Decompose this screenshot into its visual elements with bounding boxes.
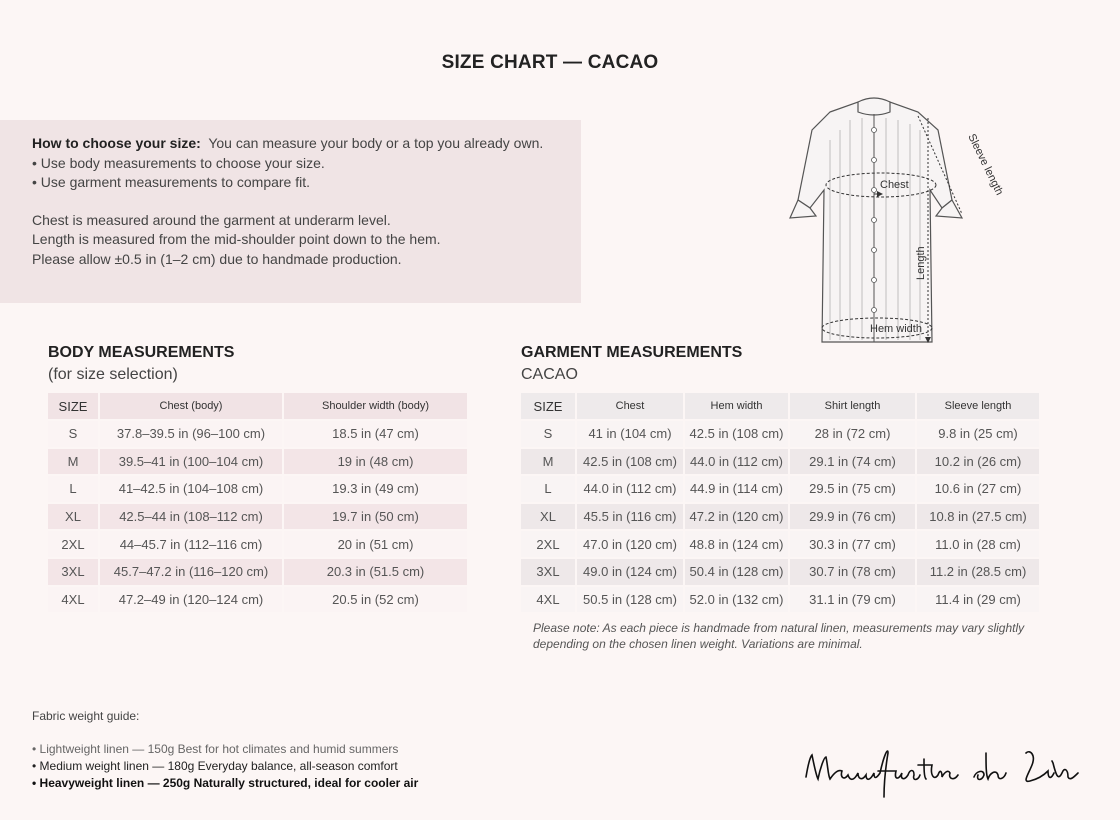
table-row bbox=[48, 587, 467, 613]
hem-label: Hem width bbox=[870, 323, 922, 335]
size-cell: L bbox=[48, 476, 98, 502]
measurement-cell: 45.5 in (116 cm) bbox=[577, 504, 683, 530]
measurement-cell: 10.8 in (27.5 cm) bbox=[917, 504, 1039, 530]
howto-lead-bold: How to choose your size: bbox=[32, 135, 201, 151]
table-row bbox=[521, 449, 1039, 475]
size-cell: 3XL bbox=[521, 559, 575, 585]
measurement-cell: 9.8 in (25 cm) bbox=[917, 421, 1039, 447]
measurement-cell: 44.9 in (114 cm) bbox=[685, 476, 788, 502]
measurement-cell: 50.5 in (128 cm) bbox=[577, 587, 683, 613]
size-cell: 4XL bbox=[521, 587, 575, 613]
column-header: Hem width bbox=[685, 393, 788, 419]
measurement-cell: 19.3 in (49 cm) bbox=[284, 476, 467, 502]
measurement-cell: 44.0 in (112 cm) bbox=[685, 449, 788, 475]
measurement-cell: 45.7–47.2 in (116–120 cm) bbox=[100, 559, 282, 585]
fabric-item-lightweight: • Lightweight linen — 150g Best for hot climates and humid summers bbox=[32, 742, 399, 756]
measurement-cell: 20.3 in (51.5 cm) bbox=[284, 559, 467, 585]
howto-bullet: • Use garment measurements to compare fit. bbox=[32, 174, 311, 190]
column-header: Shoulder width (body) bbox=[284, 393, 467, 419]
table-header-row bbox=[521, 393, 1039, 419]
howto-note: Length is measured from the mid-shoulder point down to the hem. bbox=[32, 231, 441, 247]
measurement-cell: 18.5 in (47 cm) bbox=[284, 421, 467, 447]
measurement-cell: 19 in (48 cm) bbox=[284, 449, 467, 475]
measurement-cell: 52.0 in (132 cm) bbox=[685, 587, 788, 613]
howto-lead bbox=[32, 134, 581, 154]
how-to-choose-panel bbox=[0, 120, 581, 303]
table-row bbox=[521, 476, 1039, 502]
measurement-cell: 48.8 in (124 cm) bbox=[685, 531, 788, 557]
measurement-cell: 47.2–49 in (120–124 cm) bbox=[100, 587, 282, 613]
size-cell: L bbox=[521, 476, 575, 502]
column-header: Chest (body) bbox=[100, 393, 282, 419]
measurement-cell: 10.2 in (26 cm) bbox=[917, 449, 1039, 475]
table-row bbox=[48, 531, 467, 557]
measurement-cell: 42.5 in (108 cm) bbox=[577, 449, 683, 475]
size-cell: S bbox=[521, 421, 575, 447]
size-cell: 4XL bbox=[48, 587, 98, 613]
column-header-size: SIZE bbox=[521, 393, 575, 419]
body-measurements-subtitle: (for size selection) bbox=[48, 366, 178, 383]
table-row bbox=[521, 559, 1039, 585]
size-cell: XL bbox=[48, 504, 98, 530]
measurement-cell: 28 in (72 cm) bbox=[790, 421, 915, 447]
table-row bbox=[48, 421, 467, 447]
column-header: Chest bbox=[577, 393, 683, 419]
howto-bullet: • Use body measurements to choose your size. bbox=[32, 154, 325, 171]
measurement-cell: 50.4 in (128 cm) bbox=[685, 559, 788, 585]
measurement-cell: 39.5–41 in (100–104 cm) bbox=[100, 449, 282, 475]
measurement-cell: 29.9 in (76 cm) bbox=[790, 504, 915, 530]
measurement-cell: 20 in (51 cm) bbox=[284, 531, 467, 557]
measurement-cell: 29.5 in (75 cm) bbox=[790, 476, 915, 502]
measurement-cell: 41 in (104 cm) bbox=[577, 421, 683, 447]
garment-measurements-table bbox=[519, 391, 1041, 614]
column-header: Shirt length bbox=[790, 393, 915, 419]
size-cell: S bbox=[48, 421, 98, 447]
table-row bbox=[48, 504, 467, 530]
fabric-item-medium: • Medium weight linen — 180g Everyday balance, all-season comfort bbox=[32, 759, 398, 773]
measurement-cell: 20.5 in (52 cm) bbox=[284, 587, 467, 613]
measurement-cell: 47.2 in (120 cm) bbox=[685, 504, 788, 530]
measurement-cell: 29.1 in (74 cm) bbox=[790, 449, 915, 475]
table-row bbox=[521, 421, 1039, 447]
howto-note: Please allow ±0.5 in (1–2 cm) due to handmade production. bbox=[32, 250, 402, 267]
body-measurements-table bbox=[46, 391, 469, 614]
measurement-cell: 30.3 in (77 cm) bbox=[790, 531, 915, 557]
howto-lead-text: You can measure your body or a top you already own. bbox=[208, 135, 544, 151]
fabric-guide-heading: Fabric weight guide: bbox=[32, 709, 140, 723]
measurement-cell: 11.2 in (28.5 cm) bbox=[917, 559, 1039, 585]
howto-note: Chest is measured around the garment at underarm level. bbox=[32, 211, 391, 228]
table-row bbox=[521, 531, 1039, 557]
measurement-cell: 37.8–39.5 in (96–100 cm) bbox=[100, 421, 282, 447]
measurement-cell: 11.4 in (29 cm) bbox=[917, 587, 1039, 613]
measurement-cell: 30.7 in (78 cm) bbox=[790, 559, 915, 585]
measurement-cell: 42.5 in (108 cm) bbox=[685, 421, 788, 447]
size-cell: XL bbox=[521, 504, 575, 530]
size-cell: M bbox=[48, 449, 98, 475]
measurement-cell: 44–45.7 in (112–116 cm) bbox=[100, 531, 282, 557]
table-row bbox=[521, 504, 1039, 530]
table-row bbox=[48, 449, 467, 475]
measurement-cell: 44.0 in (112 cm) bbox=[577, 476, 683, 502]
fabric-weight-guide bbox=[32, 708, 418, 792]
table-row bbox=[48, 559, 467, 585]
measurement-cell: 47.0 in (120 cm) bbox=[577, 531, 683, 557]
length-label: Length bbox=[915, 246, 927, 280]
garment-measurements-subtitle: CACAO bbox=[521, 366, 578, 383]
sleeve-length-label: Sleeve length bbox=[965, 132, 1006, 198]
size-cell: M bbox=[521, 449, 575, 475]
size-cell: 2XL bbox=[48, 531, 98, 557]
measurement-cell: 49.0 in (124 cm) bbox=[577, 559, 683, 585]
measurement-cell: 19.7 in (50 cm) bbox=[284, 504, 467, 530]
column-header-size: SIZE bbox=[48, 393, 98, 419]
brand-signature-logo bbox=[800, 735, 1090, 805]
table-header-row bbox=[48, 393, 467, 419]
fabric-item-heavyweight: • Heavyweight linen — 250g Naturally structured, ideal for cooler air bbox=[32, 776, 419, 790]
size-cell: 2XL bbox=[521, 531, 575, 557]
chest-label: Chest bbox=[880, 179, 909, 191]
size-cell: 3XL bbox=[48, 559, 98, 585]
measurement-cell: 10.6 in (27 cm) bbox=[917, 476, 1039, 502]
table-row bbox=[48, 476, 467, 502]
handmade-note: Please note: As each piece is handmade from natural linen, measurements may vary slightly depending on the chosen linen weight. Variations are minimal. bbox=[533, 621, 1025, 651]
measurement-cell: 11.0 in (28 cm) bbox=[917, 531, 1039, 557]
measurement-cell: 41–42.5 in (104–108 cm) bbox=[100, 476, 282, 502]
body-measurements-title: BODY MEASUREMENTS bbox=[48, 344, 235, 361]
measurement-cell: 42.5–44 in (108–112 cm) bbox=[100, 504, 282, 530]
garment-measurements-title: GARMENT MEASUREMENTS bbox=[521, 344, 743, 361]
table-row bbox=[521, 587, 1039, 613]
shirt-diagram bbox=[770, 90, 1010, 352]
column-header: Sleeve length bbox=[917, 393, 1039, 419]
page-title: SIZE CHART — CACAO bbox=[441, 52, 659, 73]
measurement-cell: 31.1 in (79 cm) bbox=[790, 587, 915, 613]
